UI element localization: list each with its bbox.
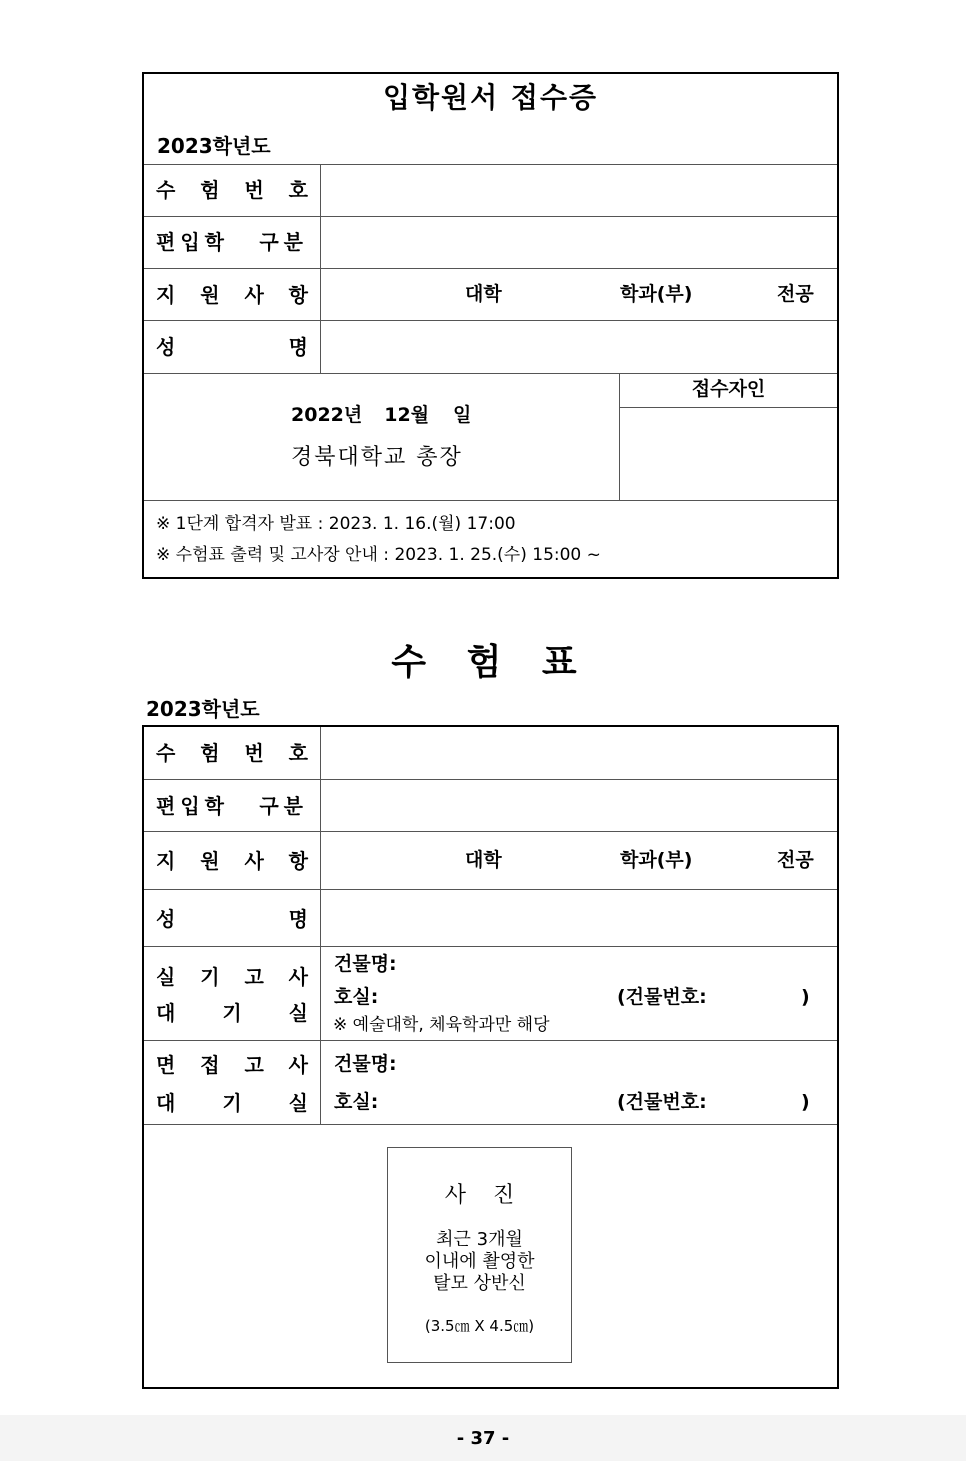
photo-instruction-line1: 최근 3개월 bbox=[436, 1229, 523, 1250]
ticket-major-field-label[interactable]: 전공 bbox=[777, 849, 814, 871]
receipt-form bbox=[142, 72, 839, 579]
ticket-year: 2023학년도 bbox=[146, 697, 260, 721]
ticket-transfer-type-field[interactable] bbox=[322, 780, 837, 831]
receipt-issuer: 경북대학교 총장 bbox=[291, 445, 463, 470]
interview-building-label: 건물명: bbox=[334, 1053, 397, 1075]
photo-size: (3.5㎝ X 4.5㎝) bbox=[424, 1317, 535, 1335]
interview-room-number-label: 호실: bbox=[334, 1091, 379, 1113]
ticket-college-field-label[interactable]: 대학 bbox=[465, 849, 502, 871]
seal-label: 접수자인 bbox=[691, 378, 766, 400]
ticket-name-field[interactable] bbox=[322, 890, 837, 945]
ticket-transfer-type-label: 편입학 구분 bbox=[156, 794, 308, 818]
exam-number-label: 수 험 번 호 bbox=[156, 178, 308, 202]
practical-building-number-close: ) bbox=[801, 986, 810, 1008]
ticket-exam-number-field[interactable] bbox=[322, 727, 837, 778]
interview-building-number-close: ) bbox=[801, 1091, 810, 1113]
ticket-exam-number-label: 수 험 번 호 bbox=[156, 741, 308, 765]
name-field[interactable] bbox=[322, 321, 837, 372]
practical-building-number-label: (건물번호: bbox=[617, 986, 707, 1008]
photo-instruction-line2: 이내에 촬영한 bbox=[424, 1251, 535, 1272]
exam-number-field[interactable] bbox=[322, 165, 837, 216]
application-label: 지 원 사 항 bbox=[156, 283, 308, 307]
practical-room-number-label: 호실: bbox=[334, 986, 379, 1008]
ticket-application-label: 지 원 사 항 bbox=[156, 849, 308, 873]
transfer-type-field[interactable] bbox=[322, 217, 837, 268]
photo-placeholder[interactable] bbox=[387, 1147, 572, 1363]
note-ticket-print: ※ 수험표 출력 및 고사장 안내 : 2023. 1. 25.(수) 15:00 ~ bbox=[156, 545, 601, 565]
photo-instruction-line3: 탈모 상반신 bbox=[433, 1273, 526, 1294]
department-field-label[interactable]: 학과(부) bbox=[620, 283, 693, 305]
receipt-date: 2022년 12월 일 bbox=[291, 404, 472, 426]
practical-room-note: ※ 예술대학, 체육학과만 해당 bbox=[333, 1015, 550, 1035]
note-first-stage-result: ※ 1단계 합격자 발표 : 2023. 1. 16.(월) 17:00 bbox=[156, 514, 516, 534]
name-label: 성 명 bbox=[156, 335, 308, 359]
ticket-name-label: 성 명 bbox=[156, 907, 308, 931]
college-field-label[interactable]: 대학 bbox=[465, 283, 502, 305]
photo-title: 사 진 bbox=[444, 1183, 525, 1208]
ticket-department-field-label[interactable]: 학과(부) bbox=[620, 849, 693, 871]
interview-room-label-line2: 대 기 실 bbox=[156, 1091, 308, 1115]
receipt-year: 2023학년도 bbox=[157, 134, 271, 158]
interview-room-label-line1: 면 접 고 사 bbox=[156, 1053, 308, 1077]
ticket-title: 수 험 표 bbox=[391, 642, 591, 683]
transfer-type-label: 편입학 구분 bbox=[156, 230, 308, 254]
interview-building-number-label: (건물번호: bbox=[617, 1091, 707, 1113]
page-number: - 37 - bbox=[456, 1428, 510, 1449]
exam-ticket-form bbox=[142, 725, 839, 1389]
major-field-label[interactable]: 전공 bbox=[777, 283, 814, 305]
receipt-title: 입학원서 접수증 bbox=[382, 81, 599, 114]
practical-building-label: 건물명: bbox=[334, 953, 397, 975]
seal-area[interactable] bbox=[621, 408, 837, 499]
practical-room-label-line1: 실 기 고 사 bbox=[156, 965, 308, 989]
practical-room-label-line2: 대 기 실 bbox=[156, 1001, 308, 1025]
